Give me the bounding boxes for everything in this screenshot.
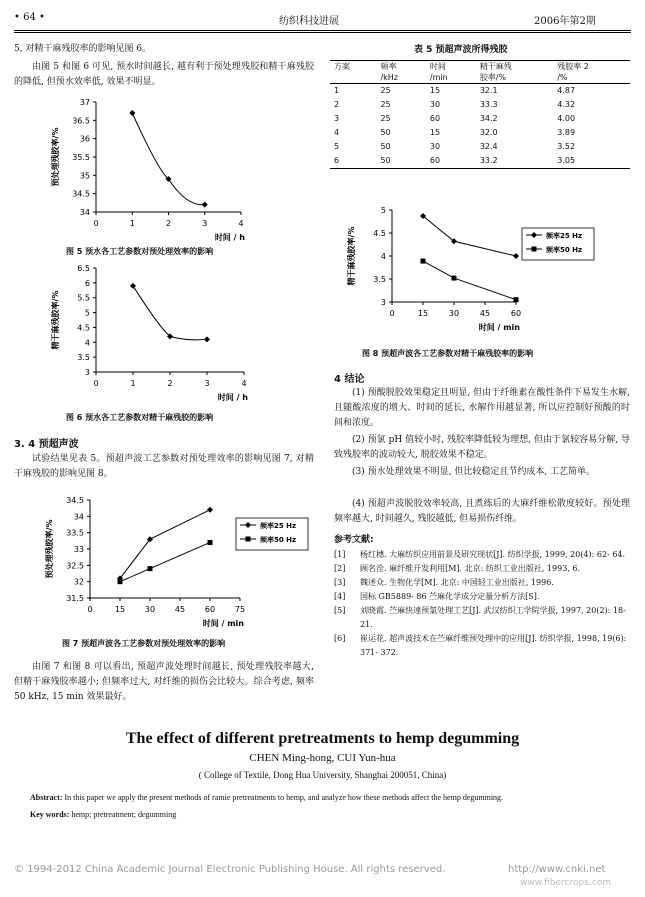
table-header-unit-4: /%: [553, 72, 630, 84]
header-rule: [14, 30, 631, 33]
y-tick-label: 4: [84, 338, 90, 348]
y-tick-label: 36: [79, 134, 90, 144]
table-row: [330, 140, 630, 154]
data-point: [514, 297, 519, 302]
y-tick-label: 34.5: [66, 496, 84, 505]
reference-item: [334, 576, 630, 590]
legend-marker: [532, 247, 537, 252]
y-tick-label: 32: [73, 577, 84, 587]
data-point: [208, 540, 213, 545]
y-tick-label: 5: [84, 308, 90, 318]
table-header-3: 精干麻残: [476, 61, 553, 73]
x-tick-label: 3: [204, 379, 210, 388]
table-cell: 3.05: [553, 154, 630, 169]
table-cell: 50: [380, 142, 391, 151]
table-header-1: 频率: [376, 61, 425, 73]
english-affiliation: ( College of Textile, Dong Hua University, Shanghai 200051, China): [198, 770, 447, 780]
y-tick-label: 5.5: [77, 293, 90, 303]
abstract-label: Abstract:: [30, 793, 63, 802]
table-cell: 32.0: [479, 128, 498, 137]
journal-name: 纺织科技进展: [279, 16, 339, 27]
english-abstract: [30, 793, 630, 802]
table-cell: 4.87: [557, 86, 576, 95]
x-tick-label: 0: [93, 379, 99, 388]
section-3-4-heading: 3. 4 预超声波: [14, 439, 79, 450]
figure-5-chart: [30, 94, 270, 244]
table-cell: 50: [380, 128, 391, 137]
reference-number: [2]: [334, 564, 346, 573]
x-tick-label: 1: [130, 379, 136, 388]
x-tick-label: 0: [389, 309, 395, 318]
running-header: [14, 12, 631, 28]
table-row: [330, 98, 630, 112]
figure-5-caption: 图 5 预水各工艺参数对预处理效率的影响: [66, 247, 214, 256]
y-tick-label: 3.5: [373, 275, 386, 284]
reference-number: [5]: [334, 606, 346, 615]
left-para-1: 5, 对精干麻残胶率的影响见图 6。: [14, 44, 152, 54]
table-row: [330, 84, 630, 99]
table-header-unit-3: 胶率/%: [476, 72, 553, 84]
reference-item: [334, 590, 630, 604]
table-row: [330, 112, 630, 126]
table-cell: 4.32: [557, 100, 576, 109]
left-para-2: 由图 5 和图 6 可见, 预水时间越长, 越有利于预处理残胶和精干麻残胶的降低, 但预水效率低, 效果不明显。: [14, 62, 314, 87]
data-point: [202, 202, 208, 208]
data-point: [452, 276, 457, 281]
x-tick-label: 60: [204, 605, 216, 614]
table-cell: 25: [380, 100, 391, 109]
table-cell: 32.4: [479, 142, 498, 151]
data-point: [129, 110, 135, 116]
series-line-0: [423, 216, 516, 256]
y-axis-label: 精干麻残胶率/%: [347, 226, 356, 286]
legend-label: 频率25 Hz: [260, 522, 297, 530]
y-tick-label: 3: [380, 298, 386, 307]
x-tick-label: 15: [114, 605, 126, 614]
table-cell: 1: [334, 86, 340, 95]
table-cell: 3.52: [557, 142, 576, 151]
y-tick-label: 34.5: [72, 189, 90, 199]
table-cell: 4.00: [557, 114, 576, 123]
section-4-heading: 4 结论: [334, 374, 365, 385]
table-header-4: 残胶率 2: [553, 61, 630, 73]
y-axis-label: 预处理残胶率/%: [45, 519, 54, 579]
issue-label: 2006年第2期: [534, 16, 596, 27]
y-tick-label: 3.5: [77, 353, 90, 363]
table-cell: 25: [380, 114, 391, 123]
table-cell: 15: [429, 128, 441, 137]
y-tick-label: 6.5: [77, 264, 90, 273]
page-number: • 64 •: [14, 12, 45, 23]
reference-text: 杨红穗. 大麻纺织应用前景及研究现状[J]. 纺织学报, 1999, 20(4): 62- 64.: [360, 550, 626, 559]
y-tick-label: 5: [380, 206, 386, 215]
series-line-0: [133, 286, 207, 340]
reference-item: [334, 562, 630, 576]
figure-8-chart: [330, 196, 630, 344]
x-tick-label: 30: [144, 605, 156, 614]
table-header-2: 时间: [426, 61, 476, 73]
data-point: [207, 507, 213, 513]
y-tick-label: 34: [79, 208, 90, 217]
table-cell: 60: [429, 114, 441, 123]
english-keywords: [30, 810, 630, 819]
cnki-url[interactable]: http://www.cnki.net: [508, 864, 606, 875]
y-tick-label: 35.5: [72, 153, 90, 162]
x-tick-label: 4: [241, 379, 247, 388]
reference-text: 魏述众. 生物化学[M]. 北京: 中国轻工业出版社, 1996.: [360, 578, 554, 587]
left-para-3: 试验结果见表 5。预超声波工艺参数对预处理效率的影响见图 7, 对精干麻残胶的影响见图 8。: [14, 454, 314, 479]
x-axis-label: 时间 / min: [478, 323, 520, 332]
legend-label: 频率50 Hz: [260, 536, 297, 544]
y-tick-label: 33.5: [66, 528, 84, 538]
table-cell: 15: [429, 86, 441, 95]
data-point: [130, 283, 136, 289]
table-cell: 6: [330, 154, 376, 169]
table-header-unit-2: /min: [426, 72, 476, 84]
data-point: [118, 579, 123, 584]
data-point: [148, 566, 153, 571]
series-line-0: [120, 510, 210, 579]
y-axis-label: 精干麻残胶率/%: [51, 290, 60, 350]
table-cell: 60: [426, 154, 476, 169]
x-axis-label: 时间 / h: [217, 393, 248, 402]
figure-7-caption: 图 7 预超声波各工艺参数对预处理效率的影响: [62, 639, 226, 648]
figure-6-chart: [30, 260, 280, 405]
table-cell: 33.2: [476, 154, 553, 169]
table-header-0: 方案: [330, 61, 376, 73]
conclusion-1: (1) 预酸脱胶效果稳定且明显, 但由于纤维素在酸性条件下易发生水解, 且随酸浓度的增大、时间的延长, 水解作用越显著, 所以应控制好预酸的时间和浓度。: [334, 388, 630, 428]
x-tick-label: 2: [165, 219, 172, 228]
y-tick-label: 36.5: [72, 116, 90, 126]
y-tick-label: 4: [380, 252, 386, 261]
table-header-unit-1: /kHz: [376, 72, 425, 84]
legend-label: 频率50 Hz: [546, 246, 583, 254]
copyright-footer: © 1994-2012 China Academic Journal Electronic Publishing House. All rights reserved.: [14, 864, 446, 875]
x-tick-label: 60: [510, 309, 522, 318]
series-line-1: [423, 261, 516, 300]
legend-marker: [246, 537, 251, 542]
table-cell: 2: [334, 100, 340, 109]
x-tick-label: 30: [448, 309, 460, 318]
series-line-0: [132, 113, 205, 205]
x-tick-label: 45: [479, 309, 491, 318]
y-tick-label: 3: [84, 368, 90, 377]
reference-text: 崔运花. 超声波技术在苎麻纤维预处理中的应用[J]. 纺织学报, 1998, 19(6): 371- 372.: [360, 634, 627, 657]
table-cell: 3.89: [557, 128, 576, 137]
abstract-text: In this paper we apply the present methods of ramie pretreatments to hemp, and analyze how these methods affect the hemp degumming.: [62, 793, 504, 802]
x-tick-label: 2: [167, 379, 173, 388]
x-axis-label: 时间 / min: [202, 619, 244, 628]
x-tick-label: 75: [234, 605, 246, 614]
table-cell: 5: [334, 142, 340, 151]
x-tick-label: 1: [129, 219, 135, 228]
table-header-unit-0: [330, 72, 376, 84]
table-cell: 34.2: [479, 114, 498, 123]
table-cell: 33.3: [479, 100, 498, 109]
reference-number: [1]: [334, 550, 346, 559]
y-tick-label: 6: [84, 278, 90, 288]
figure-6-caption: 图 6 预水各工艺参数对精干麻残胶的影响: [66, 413, 214, 422]
table-cell: 4: [334, 128, 340, 137]
reference-number: [3]: [334, 578, 346, 587]
y-tick-label: 31.5: [66, 594, 84, 603]
reference-item: [334, 632, 630, 660]
table-cell: 3: [334, 114, 340, 123]
legend-label: 频率25 Hz: [546, 232, 583, 240]
y-tick-label: 35: [79, 171, 90, 181]
table-row: [330, 154, 630, 169]
data-point: [204, 336, 210, 342]
table-cell: 25: [380, 86, 391, 95]
reference-text: 顾名洤. 麻纤维开发利用[M]. 北京: 纺织工业出版社, 1993, 6.: [360, 564, 581, 573]
x-tick-label: 0: [93, 219, 99, 228]
conclusion-2: (2) 预氯 pH 值较小时, 残胶率降低较为理想, 但由于氯较容易分解, 导致残胶率的波动较大, 脱胶效果不稳定。: [334, 435, 630, 460]
x-tick-label: 3: [202, 219, 208, 228]
keywords-label: Key words:: [30, 810, 70, 819]
watermark-url: www.fibercrops.com: [520, 878, 611, 888]
references-heading: 参考文献:: [334, 535, 374, 545]
reference-number: [6]: [334, 634, 346, 643]
table-row: [330, 126, 630, 140]
table-cell: 50: [376, 154, 425, 169]
references-list: [334, 548, 630, 660]
y-axis-label: 预处理残胶率/%: [51, 127, 60, 187]
series-line-1: [120, 542, 210, 581]
reference-number: [4]: [334, 592, 346, 601]
x-tick-label: 45: [174, 605, 186, 614]
figure-7-chart: [28, 492, 318, 632]
y-tick-label: 4.5: [77, 323, 90, 333]
table-5-title: 表 5 预超声波所得残胶: [414, 45, 508, 55]
data-point: [421, 259, 426, 264]
figure-8-caption: 图 8 预超声波各工艺参数对精干麻残胶率的影响: [362, 349, 534, 358]
y-tick-label: 37: [79, 98, 90, 107]
english-title: The effect of different pretreatments to hemp degumming: [125, 730, 520, 747]
reference-text: 国标 GB5889- 86 苎麻化学成分定量分析方法[S].: [360, 592, 540, 601]
y-tick-label: 34: [73, 512, 84, 522]
y-tick-label: 4.5: [373, 229, 386, 238]
y-tick-label: 33: [73, 545, 84, 554]
keywords-text: hemp; pretreatment; degumming: [69, 810, 177, 819]
x-tick-label: 0: [87, 605, 93, 614]
x-tick-label: 4: [238, 219, 244, 228]
english-authors: CHEN Ming-hong, CUI Yun-hua: [249, 752, 396, 764]
conclusion-4: (4) 预超声波脱胶效率较高, 且煮练后的大麻纤维松散度较好。预处理频率越大, 时间越久, 残胶越低, 但易损伤纤维。: [334, 499, 630, 524]
reference-text: 刘晓霞. 苎麻快速预氯处理工艺[J]. 武汉纺织工学院学报, 1997, 20(2): 18- 21.: [360, 606, 626, 629]
table-cell: 30: [429, 142, 441, 151]
reference-item: [334, 604, 630, 632]
conclusion-3: (3) 预水处理效果不明显, 但比较稳定且节约成本, 工艺简单。: [352, 467, 596, 477]
x-axis-label: 时间 / h: [214, 233, 245, 242]
x-tick-label: 15: [417, 309, 429, 318]
table-cell: 32.1: [479, 86, 498, 95]
left-para-4: 由图 7 和图 8 可以看出, 预超声波处理时间越长, 预处理残胶率越大, 但精干麻残胶率越小; 但频率过大, 对纤维的损伤会比较大。综合考虑, 频率 50 kHz, 15 min 效果最好。: [14, 662, 314, 702]
table-5: [330, 60, 630, 169]
data-point: [513, 253, 519, 259]
table-cell: 30: [429, 100, 441, 109]
reference-item: [334, 548, 630, 562]
y-tick-label: 32.5: [66, 561, 84, 571]
